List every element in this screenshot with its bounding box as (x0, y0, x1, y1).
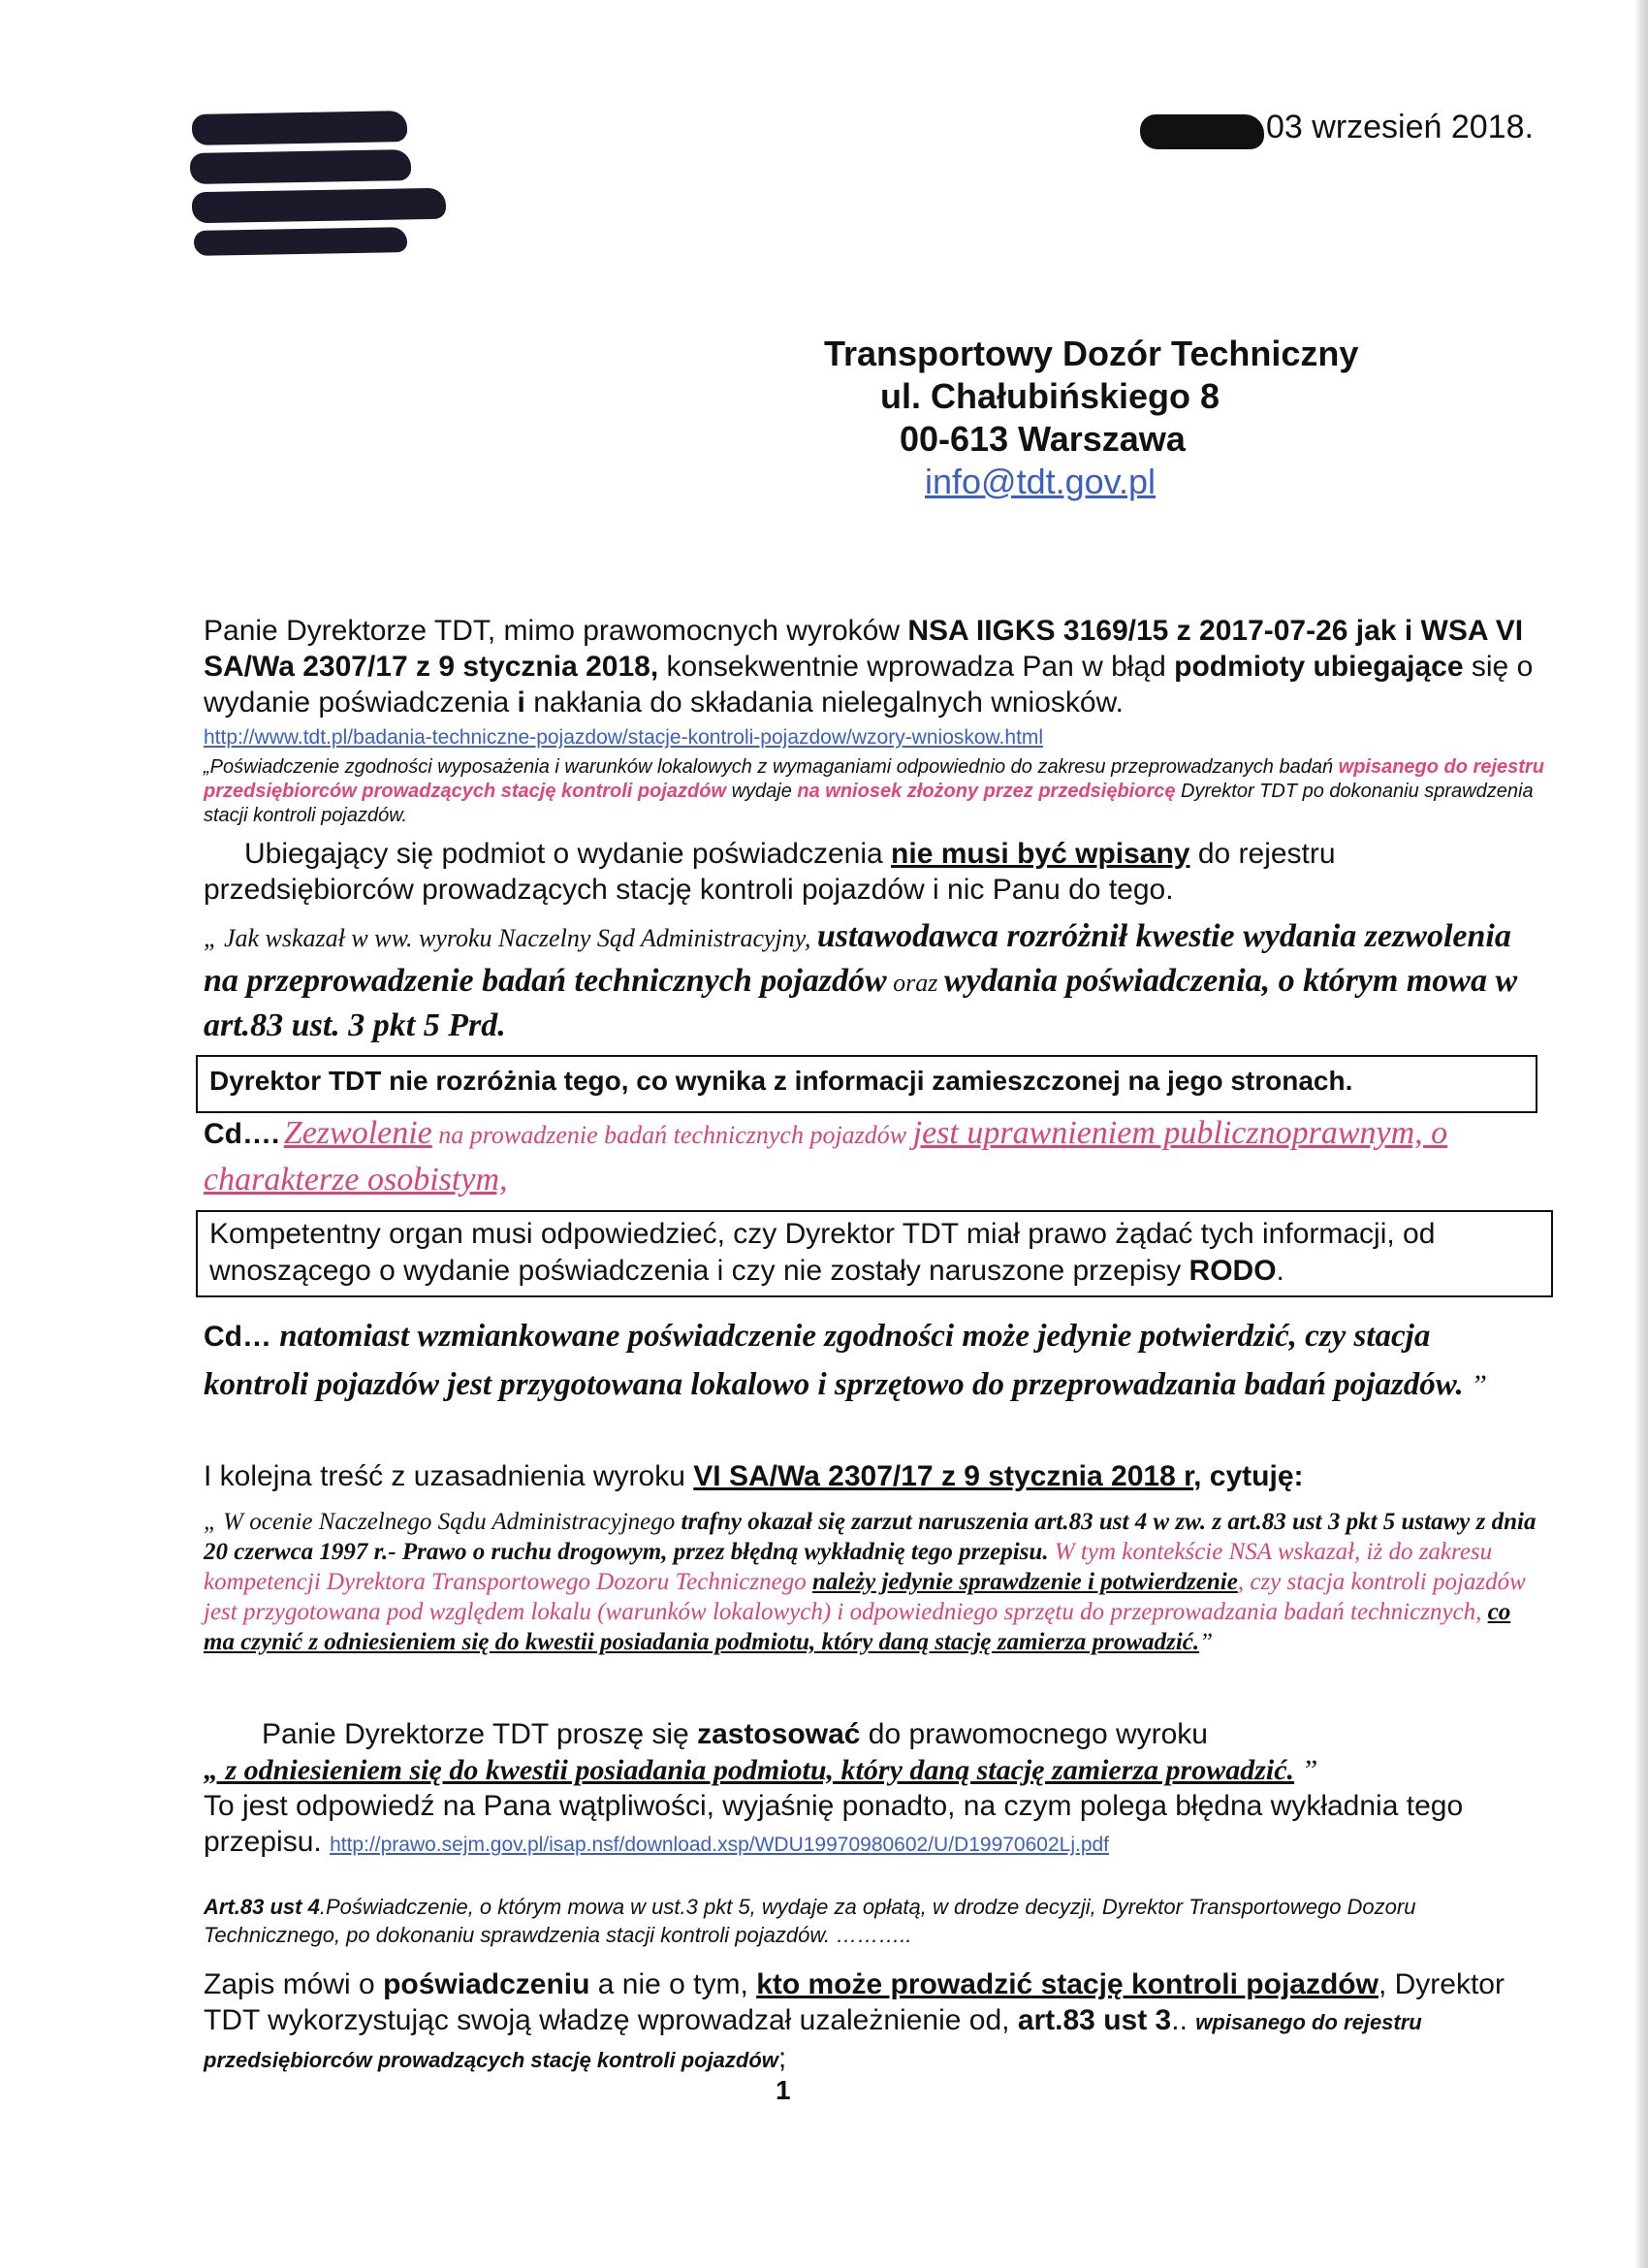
verdict-quote-text-1: „ W ocenie Naczelnego Sądu Administracyjnego (204, 1509, 681, 1535)
intro-text-4: nakłania do składania nielegalnych wniosków. (524, 687, 1124, 719)
para5-art-83-3: art.83 ust 3 (1017, 2004, 1172, 2036)
para5-text-1: Zapis mówi o (204, 1968, 384, 2000)
para5-text-2: a nie o tym, (589, 1968, 757, 2000)
redaction-line-1 (192, 111, 408, 145)
para3-citing: , cytuję: (1193, 1460, 1304, 1492)
recipient-city: 00-613 Warszawa (900, 419, 1186, 459)
note-box-2 (196, 1210, 1553, 1297)
para4-text-3: To jest odpowiedź na Pana wątpliwości, wyjaśnię ponadto, na czym polega błędna wykładnia tego przepisu. (204, 1790, 1464, 1858)
recipient-email-link[interactable]: info@tdt.gov.pl (925, 462, 1157, 501)
intro-text-3: się o wydanie poświadczenia (204, 651, 1534, 719)
para5-certificate: poświadczeniu (383, 1968, 590, 2000)
para5-who-can-run: kto może prowadzić stację kontroli pojazdów (756, 1968, 1379, 2000)
tdt-forms-link[interactable]: http://www.tdt.pl/badania-techniczne-pojazdow/stacje-kontroli-pojazdow/wzory-wnioskow.html (204, 726, 1044, 749)
para4-apply: zastosować (697, 1718, 861, 1750)
para5-paragraph (204, 1966, 1561, 2078)
tdt-quote-highlight-2: na wniosek złożony przez przedsiębiorcę (797, 781, 1176, 802)
intro-and: i (517, 687, 525, 719)
cd1-permit: Zezwolenie (283, 1115, 432, 1151)
nsa-quote-text-2: oraz (886, 969, 944, 997)
verdict-quote-reference: co ma czynić z odniesieniem się do kwestii posiadania podmiotu, który daną stację zamierza prowadzić. (204, 1599, 1511, 1655)
sejm-pdf-link[interactable]: http://prawo.sejm.gov.pl/isap.nsf/download.xsp/WDU19970980602/U/D19970602Lj.pdf (330, 1834, 1110, 1856)
page-number: 1 (776, 2075, 791, 2105)
recipient-name: Transportowy Dozór Techniczny (824, 334, 1359, 373)
para2-text-1: Ubiegający się podmiot o wydanie poświadczenia (244, 838, 892, 870)
intro-verdicts: NSA IIGKS 3169/15 z 2017-07-26 jak i WSA VI SA/Wa 2307/17 z 9 stycznia 2018, (204, 615, 1524, 683)
para3-paragraph (204, 1458, 1541, 1494)
para4-quote-line (204, 1752, 1541, 1788)
art-83-label: Art.83 ust 4 (204, 1895, 320, 1919)
cd1-right: jest uprawnieniem publicznoprawnym, o charakterze osobistym, (204, 1115, 1448, 1198)
para5-text-5: ; (777, 2042, 787, 2074)
tdt-quote-text-2: wydaje (726, 781, 798, 802)
tdt-quote-highlight-1: wpisanego do rejestru przedsiębiorców prowadzących stację kontroli pojazdów (204, 756, 1544, 802)
para5-text-3: , Dyrektor TDT wykorzystując swoją władzę wprowadzał uzależnienie od, (204, 1968, 1505, 2036)
verdict-quote-end: ” (1199, 1629, 1214, 1655)
tdt-quote-text-3: Dyrektor TDT po dokonaniu sprawdzenia stacji kontroli pojazdów. (204, 781, 1534, 826)
para4-line-1 (204, 1716, 1541, 1752)
para3-text-1: I kolejna treść z uzasadnienia wyroku (204, 1460, 694, 1492)
nsa-quote-text-1: „ Jak wskazał w ww. wyroku Naczelny Sąd Administracyjny, (204, 924, 817, 952)
cd2-paragraph (204, 1315, 1541, 1412)
date-place-redaction (1140, 114, 1264, 149)
sender-address-redacted (190, 109, 452, 264)
letter-date: 03 wrzesień 2018. (1266, 109, 1534, 145)
cd1-text: na prowadzenie badań technicznych pojazdów (431, 1121, 913, 1149)
verdict-quote-pink-2: , czy stacja kontroli pojazdów jest przygotowana pod względem lokalu (warunków lokalowych) i odpowiedniego sprzętu do przeprowadzania badań technicznych, (204, 1569, 1526, 1625)
intro-text-1: Panie Dyrektorze TDT, mimo prawomocnych wyroków (204, 615, 908, 647)
cd1-paragraph (204, 1113, 1541, 1206)
verdict-quote (204, 1507, 1541, 1657)
redaction-line-3 (192, 188, 447, 224)
para4-text-2: do prawomocnego wyroku (860, 1718, 1208, 1750)
cd2-end: ” (1463, 1369, 1487, 1401)
note-box-1 (196, 1055, 1537, 1113)
para4-line-3 (204, 1788, 1541, 1863)
redaction-line-2 (190, 149, 412, 184)
note-box-1-text: Dyrektor TDT nie rozróżnia tego, co wynika z informacji zamieszczonej na jego stronach. (209, 1066, 1353, 1096)
cd2-lead: Cd… (204, 1321, 271, 1353)
para5-text-4: .. (1171, 2004, 1196, 2036)
redaction-line-4 (194, 227, 407, 256)
rodo-label: RODO (1188, 1255, 1277, 1287)
verdict-quote-only-check: należy jedynie sprawdzenie i potwierdzenie (811, 1569, 1238, 1595)
intro-text-2: konsekwentnie wprowadza Pan w błąd (658, 651, 1175, 683)
verdict-quote-pink-1: W tym kontekście NSA wskazał, iż do zakresu kompetencji Dyrektora Transportowego Dozoru Technicznego (204, 1539, 1493, 1595)
note-box-2-content (209, 1216, 1547, 1290)
nsa-quote-bold-1: ustawodawca rozróżnił kwestie wydania zezwolenia na przeprowadzenie badań technicznych pojazdów (204, 918, 1511, 999)
note-box-2-text-1: Kompetentny organ musi odpowiedzieć, czy Dyrektor TDT miał prawo żądać tych informacji, od wnoszącego o wydanie poświadczenia i czy nie zostały naruszone przepisy (209, 1218, 1436, 1287)
para5-registry: wpisanego do rejestru przedsiębiorców prowadzących stację kontroli pojazdów (204, 2010, 1422, 2072)
intro-entities: podmioty ubiegające (1174, 651, 1464, 683)
art-83-text: .Poświadczenie, o którym mowa w ust.3 pkt 5, wydaje za opłatą, w drodze decyzji, Dyrektor Transportowego Dozoru Technicznego, po dokonaniu sprawdzenia stacji kontroli pojazdów. ……….. (204, 1895, 1416, 1947)
verdict-quote-bold: trafny okazał się zarzut naruszenia art.83 ust 4 w zw. z art.83 ust 3 pkt 5 ustawy z dnia 20 czerwca 1997 r.- Prawo o ruchu drogowym, przez błędną wykładnię tego przepisu. (204, 1509, 1537, 1565)
para4-paragraph (204, 1716, 1541, 1863)
para4-quote-end: ” (1294, 1754, 1318, 1786)
para4-text-1: Panie Dyrektorze TDT proszę się (262, 1718, 698, 1750)
cd1-lead: Cd…. (204, 1118, 280, 1150)
scan-edge (1634, 0, 1648, 2268)
intro-paragraph (204, 613, 1561, 720)
para4-quote: „ z odniesieniem się do kwestii posiadania podmiotu, który daną stację zamierza prowadzić. (204, 1754, 1295, 1786)
paragraph-not-required (204, 836, 1493, 908)
nsa-quote-bold-2: wydania poświadczenia, o którym mowa w art.83 ust. 3 pkt 5 Prd. (204, 963, 1518, 1043)
para2-not-required: nie musi być wpisany (891, 838, 1190, 870)
recipient-street: ul. Chałubińskiego 8 (880, 376, 1220, 416)
nsa-quote (204, 915, 1551, 1048)
para2-text-2: do rejestru przedsiębiorców prowadzących stację kontroli pojazdów i nic Panu do tego. (204, 838, 1336, 906)
para3-verdict: VI SA/Wa 2307/17 z 9 stycznia 2018 r (693, 1460, 1194, 1492)
tdt-quote-text-1: „Poświadczenie zgodności wyposażenia i warunków lokalowych z wymaganiami odpowiednio do zakresu przeprowadzanych badań (204, 756, 1339, 778)
cd2-text: natomiast wzmiankowane poświadczenie zgodności może jedynie potwierdzić, czy stacja kontroli pojazdów jest przygotowana lokalowo i sprzętowo do przeprowadzania badań pojazdów. (204, 1319, 1464, 1402)
note-box-2-text-2: . (1276, 1255, 1284, 1287)
art-83-paragraph (204, 1893, 1541, 1949)
tdt-quote (204, 755, 1561, 828)
